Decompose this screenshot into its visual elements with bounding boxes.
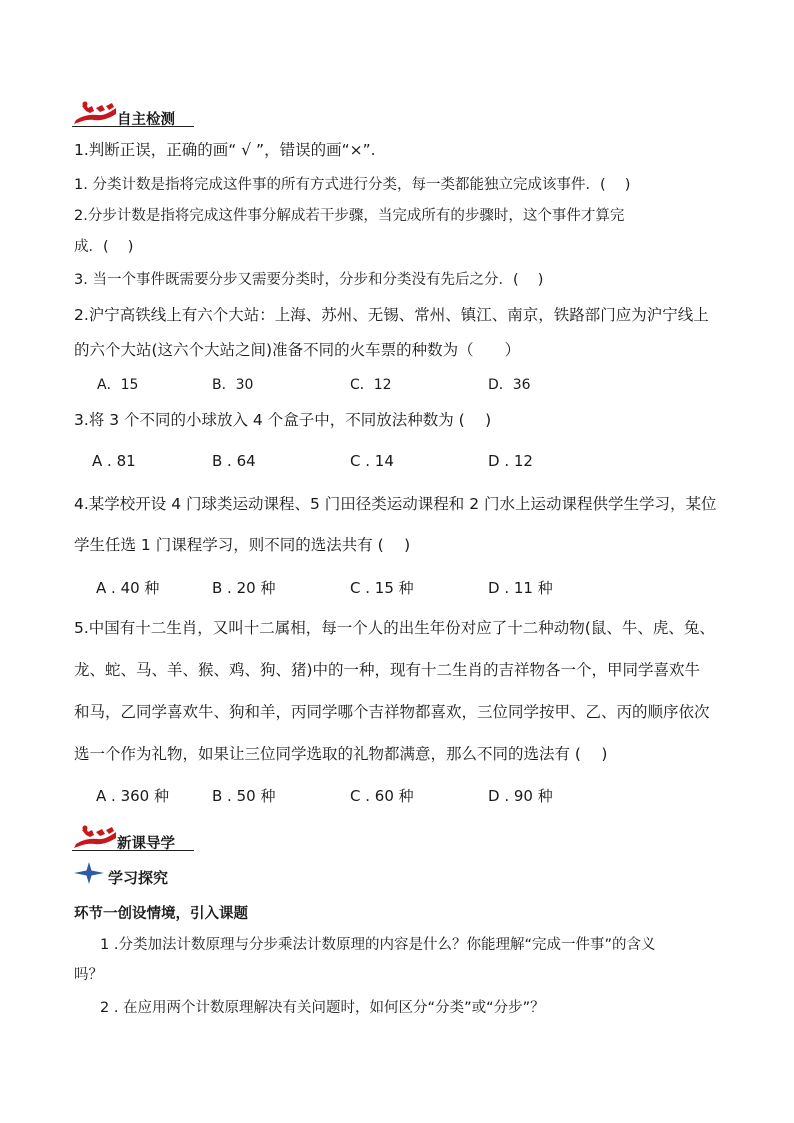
q4-option-b: B . 20 种 (212, 579, 276, 597)
section-heading-new-lesson (72, 822, 194, 852)
q3-option-b: B . 64 (212, 452, 256, 470)
q5-stem-line4: 选一个作为礼物，如果让三位同学选取的礼物都满意，那么不同的选法有 ( ) (74, 745, 608, 763)
section-heading-self-check (72, 98, 194, 128)
q5-option-c: C . 60 种 (350, 787, 414, 805)
q4-option-d: D . 11 种 (488, 579, 553, 597)
q1-intro: 1.判断正误，正确的画“ √ ”，错误的画“×”. (74, 141, 376, 159)
q3-option-d: D . 12 (488, 452, 533, 470)
section-logo-icon (72, 822, 118, 850)
q1-item-1: 1. 分类计数是指将完成这件事的所有方式进行分类，每一类都能独立完成该事件．( ) (74, 177, 631, 193)
section-underline (72, 850, 194, 851)
q2-option-d: D．36 (488, 377, 531, 393)
q5-option-b: B . 50 种 (212, 787, 276, 805)
q1-item-2-line2: 成．( ) (74, 239, 134, 255)
q1-item-2-line1: 2.分步计数是指将完成这件事分解成若干步骤，当完成所有的步骤时，这个事件才算完 (74, 208, 625, 224)
q2-option-b: B．30 (212, 377, 254, 393)
q4-option-c: C . 15 种 (350, 579, 414, 597)
stage1-item-1-line2: 吗？ (74, 967, 103, 983)
q5-option-a: A . 360 种 (96, 787, 169, 805)
q2-option-c: C．12 (350, 377, 392, 393)
q5-stem-line3: 和马，乙同学喜欢牛、狗和羊，丙同学哪个吉祥物都喜欢，三位同学按甲、乙、丙的顺序依次 (74, 703, 710, 721)
q5-option-d: D . 90 种 (488, 787, 553, 805)
q4-option-a: A . 40 种 (96, 579, 160, 597)
q3-option-c: C . 14 (350, 452, 394, 470)
section-logo-icon (72, 98, 118, 126)
stage1-item-1-line1: 1 .分类加法计数原理与分步乘法计数原理的内容是什么？你能理解“完成一件事”的含义 (100, 937, 656, 953)
section-underline (72, 126, 194, 127)
stage1-title: 环节一创设情境，引入课题 (74, 906, 248, 922)
q4-stem-line2: 学生任选 1 门课程学习，则不同的选法共有 ( ) (74, 536, 411, 554)
q2-stem-line1: 2.沪宁高铁线上有六个大站：上海、苏州、无锡、常州、镇江、南京，铁路部门应为沪宁线上 (74, 306, 709, 324)
q1-item-3: 3. 当一个事件既需要分步又需要分类时，分步和分类没有先后之分．( ) (74, 272, 544, 288)
q4-stem-line1: 4.某学校开设 4 门球类运动课程、5 门田径类运动课程和 2 门水上运动课程供学生学习，某位 (74, 495, 717, 513)
q2-option-a: A．15 (97, 377, 139, 393)
section-title: 学习探究 (108, 869, 169, 887)
four-point-star-icon (74, 862, 104, 884)
q2-stem-line2: 的六个大站(这六个大站之间)准备不同的火车票的种数为（ ） (74, 341, 521, 359)
stage1-item-2: 2 . 在应用两个计数原理解决有关问题时，如何区分“分类”或“分步”？ (100, 1000, 545, 1016)
q5-stem-line2: 龙、蛇、马、羊、猴、鸡、狗、猪)中的一种，现有十二生肖的吉祥物各一个，甲同学喜欢牛 (74, 661, 701, 679)
section-title: 自主检测 (117, 112, 175, 128)
q5-stem-line1: 5.中国有十二生肖，又叫十二属相，每一个人的出生年份对应了十二种动物(鼠、牛、虎、兔、 (74, 619, 715, 637)
section-title: 新课导学 (117, 836, 175, 852)
q3-stem: 3.将 3 个不同的小球放入 4 个盒子中，不同放法种数为 ( ) (74, 411, 492, 429)
q3-option-a: A . 81 (92, 452, 136, 470)
